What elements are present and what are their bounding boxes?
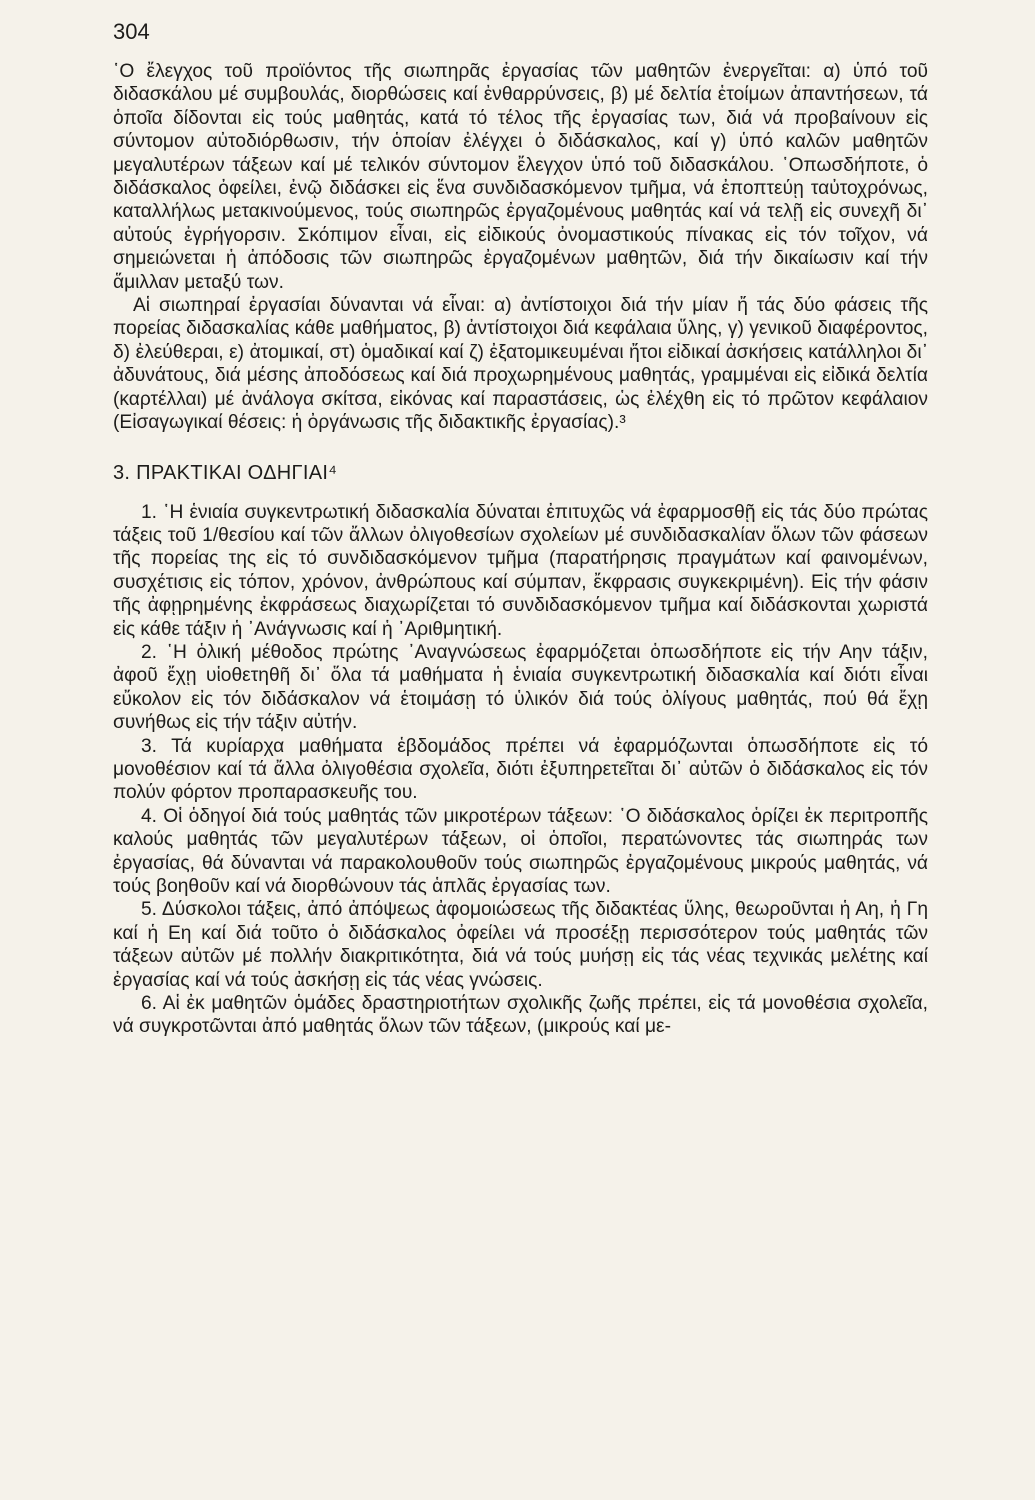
list-item-2: 2. ῾Η ὁλική μέθοδος πρώτης ᾿Αναγνώσεως ἐφαρμόζεται ὁπωσδήποτε εἰς τήν Αην τάξιν, ἀφοῦ ἔχῃ υἱοθετηθῆ δι᾿ ὅλα τά μαθήματα ἡ ἑνιαία συγκεντρωτική διδασκαλία καί διότι εἶναι εὔκολον εἰς τόν διδάσκαλον νά ἑτοιμάσῃ τό ὑλικόν διά τούς ὀλίγους μαθητάς, πού θά ἔχῃ συνήθως εἰς τήν τάξιν αὐτήν. [113, 641, 928, 734]
paragraph-2: Αἱ σιωπηραί ἐργασίαι δύνανται νά εἶναι: α) ἀντίστοιχοι διά τήν μίαν ἤ τάς δύο φάσεις τῆς πορείας διδασκαλίας κάθε μαθήματος, β) ἀντίστοιχοι διά κεφάλαια ὕλης, γ) γενικοῦ διαφέροντος, δ) ἐλεύθεραι, ε) ἀτομικαί, στ) ὁμαδικαί καί ζ) ἐξατομικευμέναι ἤτοι εἰδικαί ἀσκήσεις κατάλληλοι δι᾿ ἀδυνάτους, διά μέσης ἀποδόσεως καί διά προχωρημένους μαθητάς, γραμμέναι εἰς εἰδικά δελτία (καρτέλλαι) μέ ἀνάλογα σκίτσα, εἰκόνας καί παραστάσεις, ὡς ἐλέχθη εἰς τό πρῶτον κεφάλαιον (Εἰσαγωγικαί θέσεις: ἡ ὀργάνωσις τῆς διδακτικῆς ἐργασίας).³ [113, 295, 928, 434]
list-item-5: 5. Δύσκολοι τάξεις, ἀπό ἀπόψεως ἀφομοιώσεως τῆς διδακτέας ὕλης, θεωροῦνται ἡ Αη, ἡ Γη καί ἡ Εη καί διά τοῦτο ὁ διδάσκαλος ὀφείλει νά προσέξῃ περισσότερον τούς μαθητάς τῶν τάξεων αὐτῶν μέ πολλήν διακριτικότητα, διά νά τούς μυήσῃ εἰς τάς νέας τεχνικάς μελέτης καί ἐργασίας καί νά τούς ἀσκήσῃ εἰς τάς νέας γνώσεις. [113, 899, 928, 991]
list-item-4: 4. Οἱ ὁδηγοί διά τούς μαθητάς τῶν μικροτέρων τάξεων: ῾Ο διδάσκαλος ὁρίζει ἐκ περιτροπῆς καλούς μαθητάς τῶν μεγαλυτέρων τάξεων, οἱ ὁποῖοι, περατώνοντες τάς σιωπηράς των ἐργασίας, θά δύνανται νά παρακολουθοῦν τούς σιωπηρῶς ἐργαζομένους μικρούς μαθητάς, νά τούς βοηθοῦν καί νά διορθώνουν τάς ἁπλᾶς ἐργασίας των. [113, 805, 928, 897]
list-item-1: 1. ῾Η ἑνιαία συγκεντρωτική διδασκαλία δύναται ἐπιτυχῶς νά ἐφαρμοσθῇ εἰς τάς δύο πρώτας τάξεις τοῦ 1/θεσίου καί τῶν ἄλλων ὀλιγοθεσίων σχολείων μέ συνδιδασκαλίαν ὅλων τῶν φάσεων τῆς πορείας της εἰς τό συνδιδασκόμενον τμῆμα (παρατήρησις πραγμάτων καί φαινομένων, συσχέτισις εἰς τόπον, χρόνον, ἀνθρώπους καί σύμπαν, ἔκφρασις συγκεκριμένη). Εἰς τήν φάσιν τῆς ἀφῃρημένης ἐκφράσεως διαχωρίζεται τό συνδιδασκόμενον τμῆμα καί διδάσκονται χωριστά εἰς κάθε τάξιν ἡ ᾿Ανάγνωσις καί ἡ ᾿Αριθμητική. [113, 501, 928, 640]
body-text [113, 60, 928, 1039]
list-item-3: 3. Τά κυρίαρχα μαθήματα ἑβδομάδος πρέπει νά ἐφαρμόζωνται ὁπωσδήποτε εἰς τό μονοθέσιον καί τά ἄλλα ὀλιγοθέσια σχολεῖα, διότι ἐξυπηρετεῖται δι᾿ αὐτῶν ὁ διδάσκαλος εἰς τόν πολύν φόρτον προπαρασκευῆς του. [113, 735, 928, 804]
paragraph-1: ῾Ο ἔλεγχος τοῦ προϊόντος τῆς σιωπηρᾶς ἐργασίας τῶν μαθητῶν ἐνεργεῖται: α) ὑπό τοῦ διδασκάλου μέ συμβουλάς, διορθώσεις καί ἐνθαρρύνσεις, β) μέ δελτία ἑτοίμων ἀπαντήσεων, τά ὁποῖα δίδονται εἰς τούς μαθητάς, κατά τό τέλος τῆς ἐργασίας των, διά νά προβαίνουν εἰς σύντομον αὐτοδιόρθωσιν, τήν ὁποίαν ἐλέγχει ὁ διδάσκαλος, καί γ) ὑπό καλῶν μαθητῶν μεγαλυτέρων τάξεων καί μέ τελικόν σύντομον ἔλεγχον ὑπό τοῦ διδασκάλου. ῾Οπωσδήποτε, ὁ διδάσκαλος ὀφείλει, ἐνῷ διδάσκει εἰς ἕνα συνδιδασκόμενον τμῆμα, νά ἐποπτεύῃ ταὐτοχρόνως, καταλλήλως μετακινούμενος, τούς σιωπηρῶς ἐργαζομένους μαθητάς καί νά τελῇ εἰς συνεχῆ δι᾿ αὐτούς ἐγρήγορσιν. Σκόπιμον εἶναι, εἰς εἰδικούς ὀνομαστικούς πίνακας εἰς τόν τοῖχον, νά σημειώνεται ἡ ἀπόδοσις τῶν σιωπηρῶς ἐργαζομένων μαθητῶν, διά τήν δικαίωσιν καί τήν ἅμιλλαν μεταξύ των. [113, 61, 928, 293]
section-heading: 3. ΠΡΑΚΤΙΚΑΙ ΟΔΗΓΙΑΙ⁴ [113, 461, 338, 484]
page-number: 304 [113, 19, 150, 44]
list-item-6: 6. Αἱ ἐκ μαθητῶν ὁμάδες δραστηριοτήτων σχολικῆς ζωῆς πρέπει, εἰς τά μονοθέσια σχολεῖα, νά συγκροτῶνται ἀπό μαθητάς ὅλων τῶν τάξεων, (μικρούς καί με- [113, 993, 928, 1038]
